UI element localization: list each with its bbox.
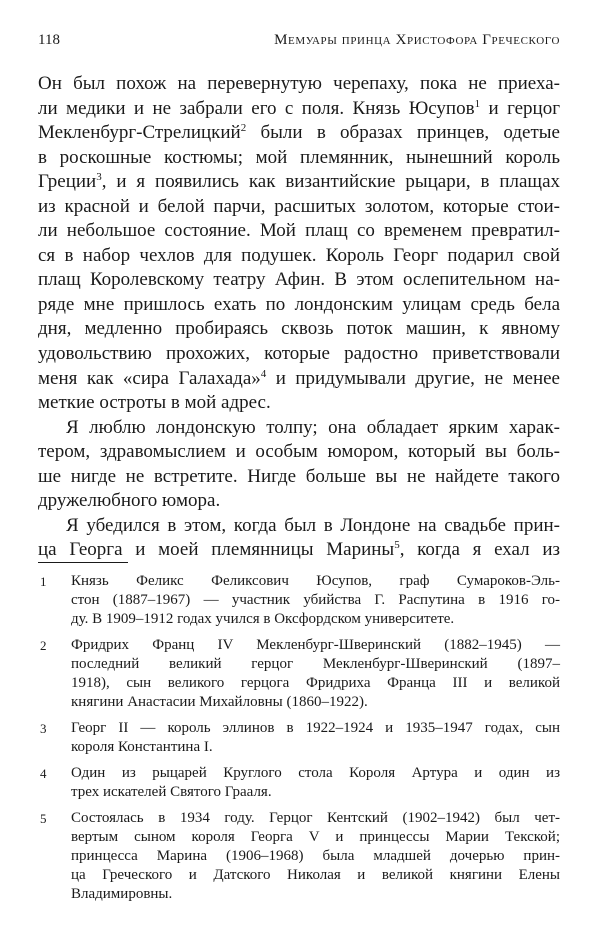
text-line: ряде мне пришлось ехать по лондонским улицам средь бела [38,293,560,315]
footnote-number: 5 [40,811,47,826]
footnote-line: короля Константина I. [71,739,213,755]
footnote-number: 2 [40,638,47,653]
footnote-line: трех искателей Святого Грааля. [71,784,272,800]
footnote-line: стон (1887–1967) — участник убийства Г. Распутина в 1916 го- [71,592,560,608]
footnote-number: 3 [40,721,47,736]
footnote-line: Георг II — король эллинов в 1922–1924 и 1935–1947 годах, сын [71,720,560,736]
footnote-line: последний великий герцог Мекленбург-Шверинский (1897– [71,656,560,672]
footnote-line: Владимировны. [71,886,173,902]
text-line: дружелюбного юмора. [38,490,221,512]
text-line: Я убедился в этом, когда был в Лондоне на свадьбе прин- [66,514,560,536]
footnotes [38,572,560,911]
page-number: 118 [38,32,60,48]
footnote-number: 1 [40,574,47,589]
footnote [38,764,560,802]
text-line: меткие остроты в мой адрес. [38,392,271,414]
text-line: удовольствию прохожих, которые радостно приветствовали [38,343,560,365]
footnote-line: вертым сыном короля Георга V и принцессы Марии Текской; [71,829,560,845]
text-line: Греции$^3$, и я появились как византийские рыцари, в плащах [38,171,560,193]
footnote-number: 4 [40,766,47,781]
text-line: ли медики и не забрали его с поля. Князь Юсупов$^1$ и герцог [38,97,561,119]
text-line: ли небольшое состояние. Мой плащ со временем превратил- [38,220,560,242]
text-line: ца Георга и моей племянницы Марины$^5$, когда я ехал из [38,539,560,561]
footnote-ref: 2 [240,122,247,135]
text-line: меня как «сира Галахада»$^4$ и придумывали другие, не менее [38,367,560,389]
text-line: дня, медленно пробираясь сквозь поток машин, к явному [38,318,560,340]
footnote-line: Один из рыцарей Круглого стола Короля Артура и один из [71,765,560,781]
footnote-line: принцесса Марина (1906–1968) была младшей дочерью прин- [71,848,560,864]
text-line: из красной и белой парчи, расшитых золотом, которые стои- [38,195,560,217]
footnote-ref: 4 [260,367,267,380]
footnote-ref: 3 [96,171,102,184]
text-line: Я люблю лондонскую толпу; она обладает ярким харак- [66,416,560,438]
main-text [38,72,560,563]
footnote-ref: 1 [474,97,481,110]
footnote-line: 1918), сын великого герцога Фридриха Франца III и великой [71,675,560,691]
footnote-separator [38,562,128,563]
text-line: Он был похож на перевернутую черепаху, пока не приеха- [38,73,560,94]
footnote-line: ду. В 1909–1912 годах учился в Оксфордском университете. [71,611,455,627]
text-line: в роскошные костюмы; мой племянник, нынешний король [38,146,560,168]
footnote-ref: 5 [394,539,400,552]
footnote-line: Фридрих Франц IV Мекленбург-Шверинский (1882–1945) — [71,637,560,653]
footnote-line: Князь Феликс Феликсович Юсупов, граф Сумароков-Эль- [71,573,560,589]
text-line: ся в набор чехлов для подушек. Король Георг подарил свой [38,244,560,266]
text-line: ше нигде не встретите. Нигде больше вы не найдете такого [38,465,560,487]
footnote-line: ца Греческого и Датского Николая и великой княгини Елены [71,867,560,883]
footnote-line: княгини Анастасии Михайловны (1860–1922). [71,694,368,710]
footnote-line: Состоялась в 1934 году. Герцог Кентский (1902–1942) был чет- [71,810,560,826]
footnote [38,636,560,712]
footnote [38,572,560,629]
text-line: Мекленбург-Стрелицкий$^2$ были в образах принцев, одетые [38,122,560,144]
text-line: плащ Королевскому театру Афин. В этом ослепительном на- [38,269,560,291]
text-line: тером, здравомыслием и особым юмором, который вы боль- [38,441,560,463]
footnote [38,719,560,757]
running-title: Мемуары принца Христофора Греческого [274,32,560,48]
footnote [38,809,560,904]
